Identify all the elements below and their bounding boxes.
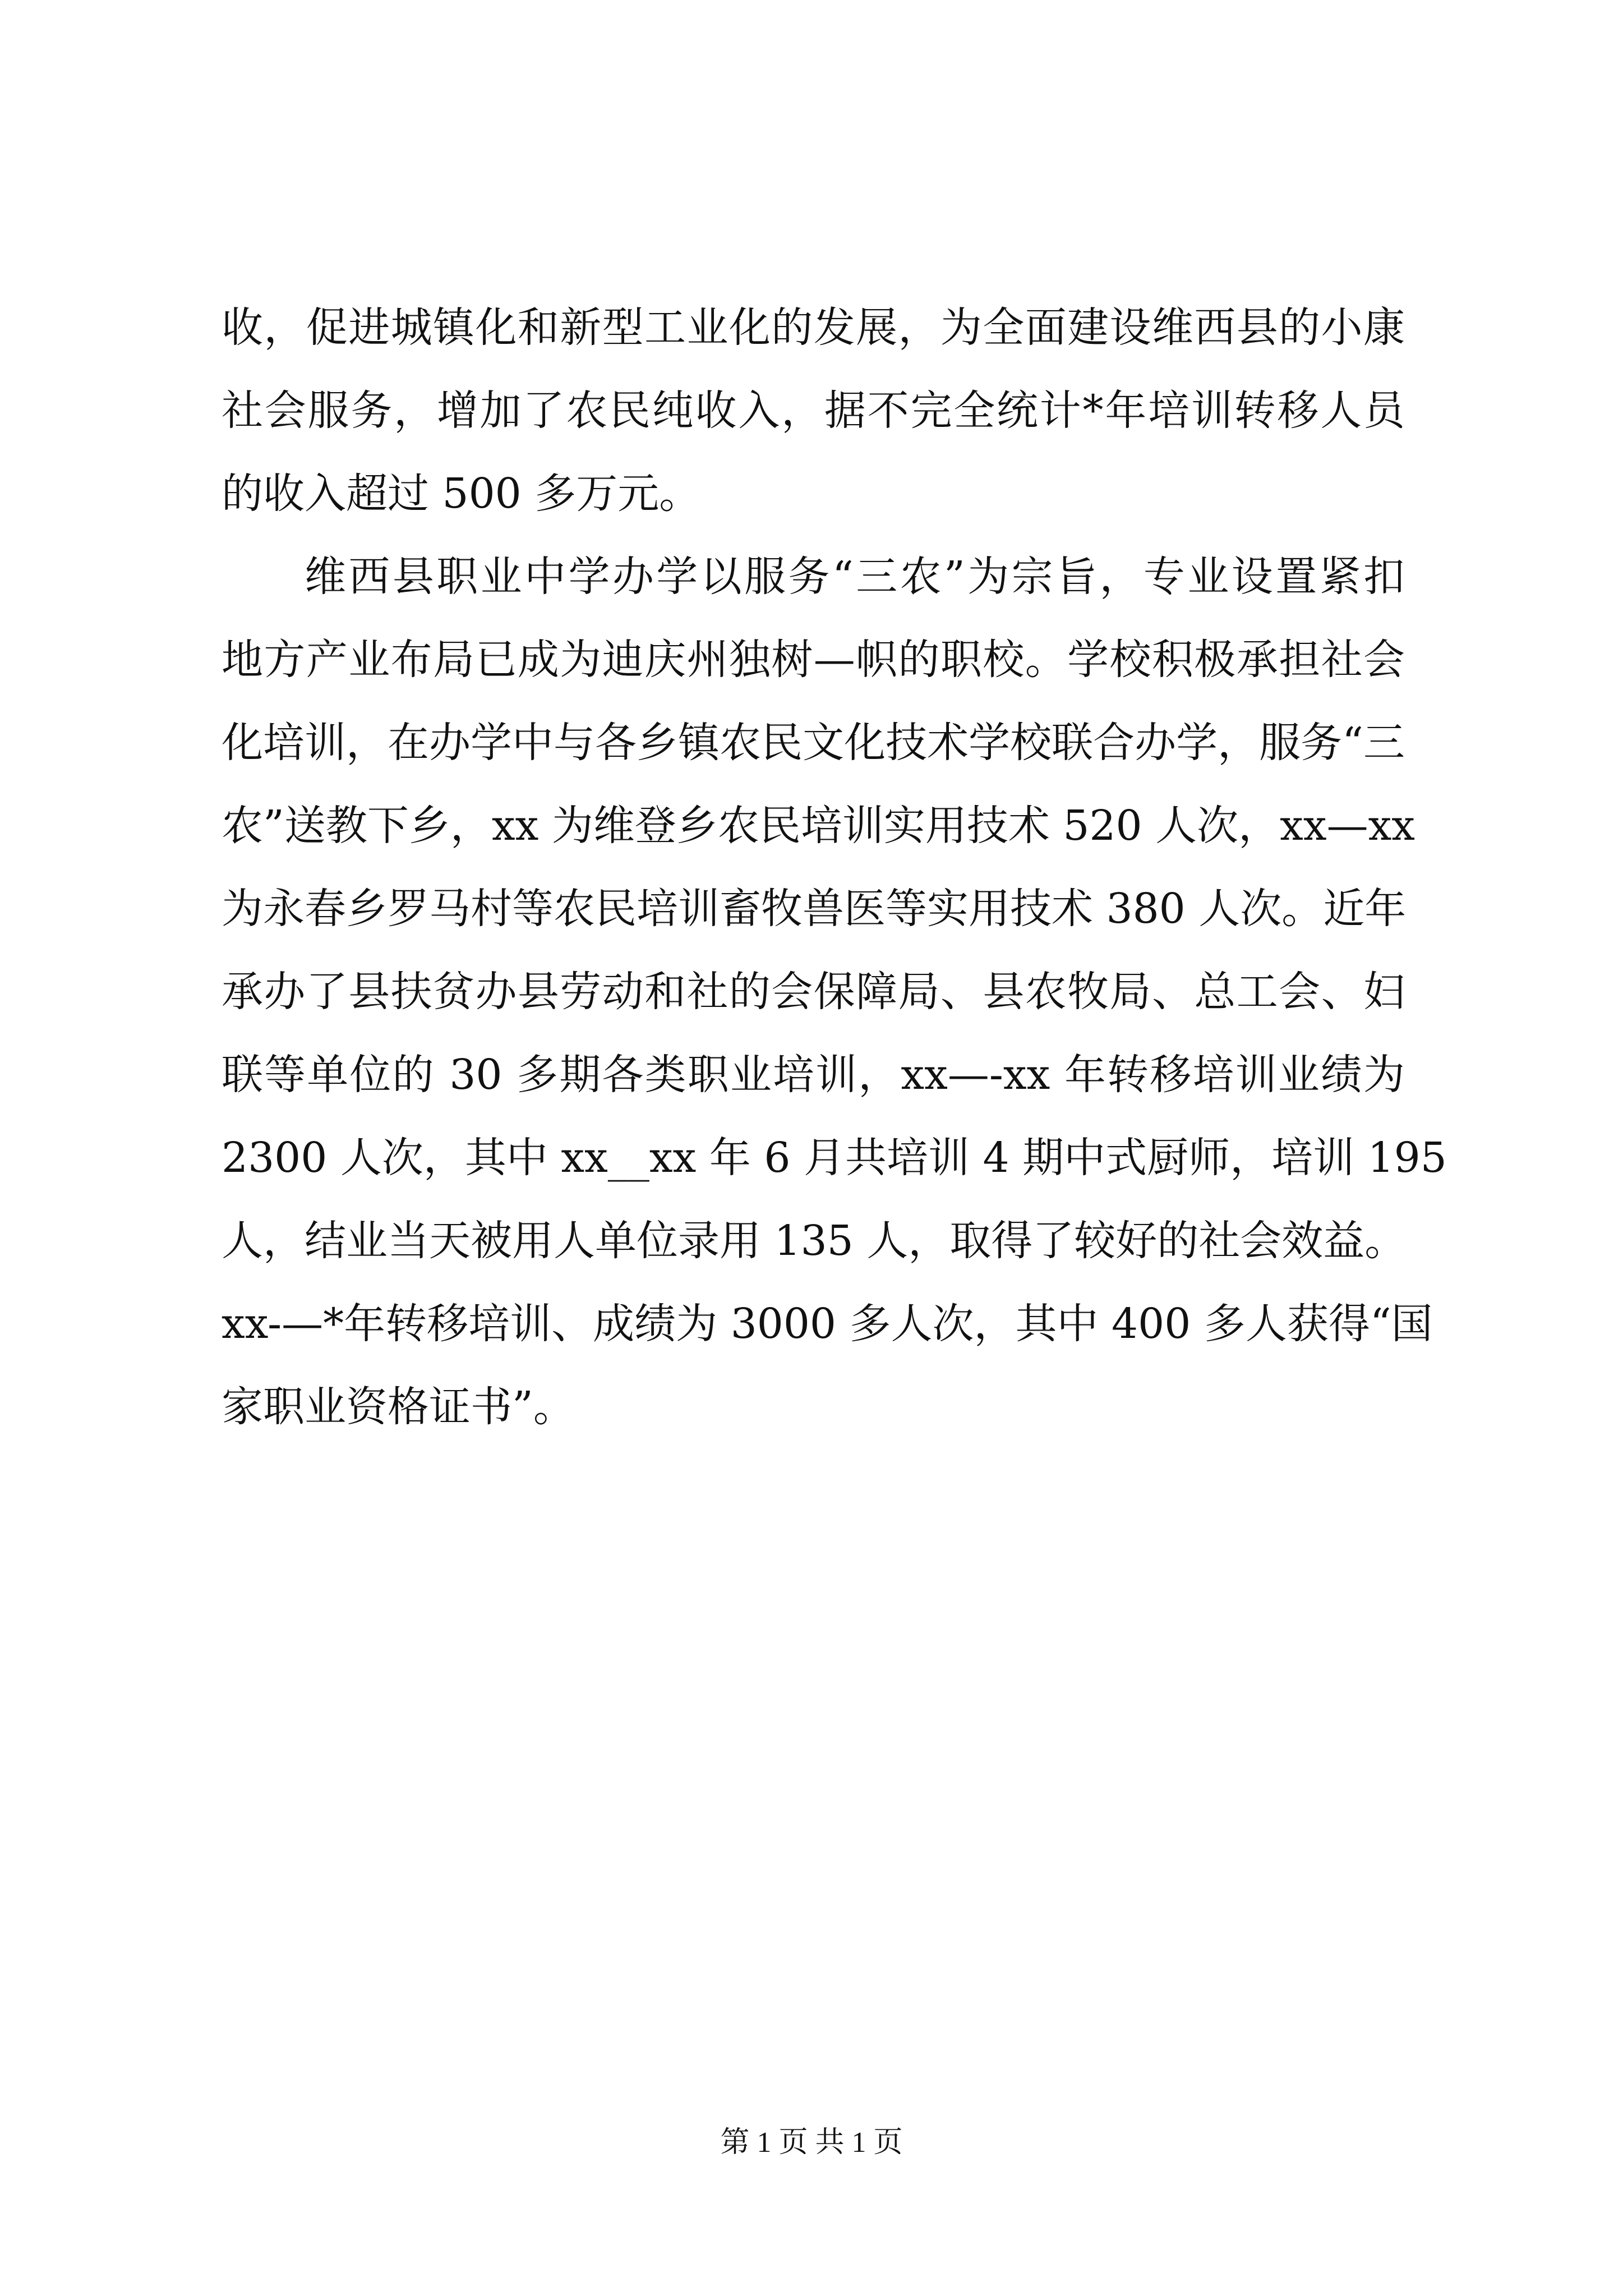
text-line: 农”送教下乡，xx 为维登乡农民培训实用技术 520 人次，xx—xx (222, 802, 1415, 850)
text-line: xx-—*年转移培训、成绩为 3000 多人次，其中 400 多人获得“国 (222, 1300, 1433, 1348)
text-line: 社会服务，增加了农民纯收入，据不完全统计*年培训转移人员 (222, 386, 1405, 435)
text-line: 为永春乡罗马村等农民培训畜牧兽医等实用技术 380 人次。近年 (222, 885, 1407, 933)
page-number: 第 1 页 共 1 页 (720, 2127, 903, 2159)
text-line: 地方产业布局已成为迪庆州独树—帜的职校。学校积极承担社会 (222, 636, 1405, 684)
paragraph-2 (222, 535, 1447, 1448)
document-body (222, 286, 1447, 1448)
text-line: 维西县职业中学办学以服务“三农”为宗旨，专业设置紧扣 (305, 553, 1405, 601)
page-footer (0, 2123, 1623, 2162)
text-line: 人，结业当天被用人单位录用 135 人，取得了较好的社会效益。 (222, 1217, 1407, 1265)
text-line: 2300 人次，其中 xx__xx 年 6 月共培训 4 期中式厨师，培训 195 (222, 1134, 1447, 1182)
text-line: 家职业资格证书”。 (222, 1383, 575, 1431)
text-line: 化培训，在办学中与各乡镇农民文化技术学校联合办学，服务“三 (222, 719, 1405, 767)
text-line: 收，促进城镇化和新型工业化的发展，为全面建设维西县的小康 (222, 303, 1405, 352)
paragraph-1 (222, 286, 1405, 535)
text-line: 的收入超过 500 多万元。 (222, 470, 701, 518)
text-line: 联等单位的 30 多期各类职业培训，xx—-xx 年转移培训业绩为 (222, 1051, 1405, 1099)
text-line: 承办了县扶贫办县劳动和社的会保障局、县农牧局、总工会、妇 (222, 968, 1405, 1016)
